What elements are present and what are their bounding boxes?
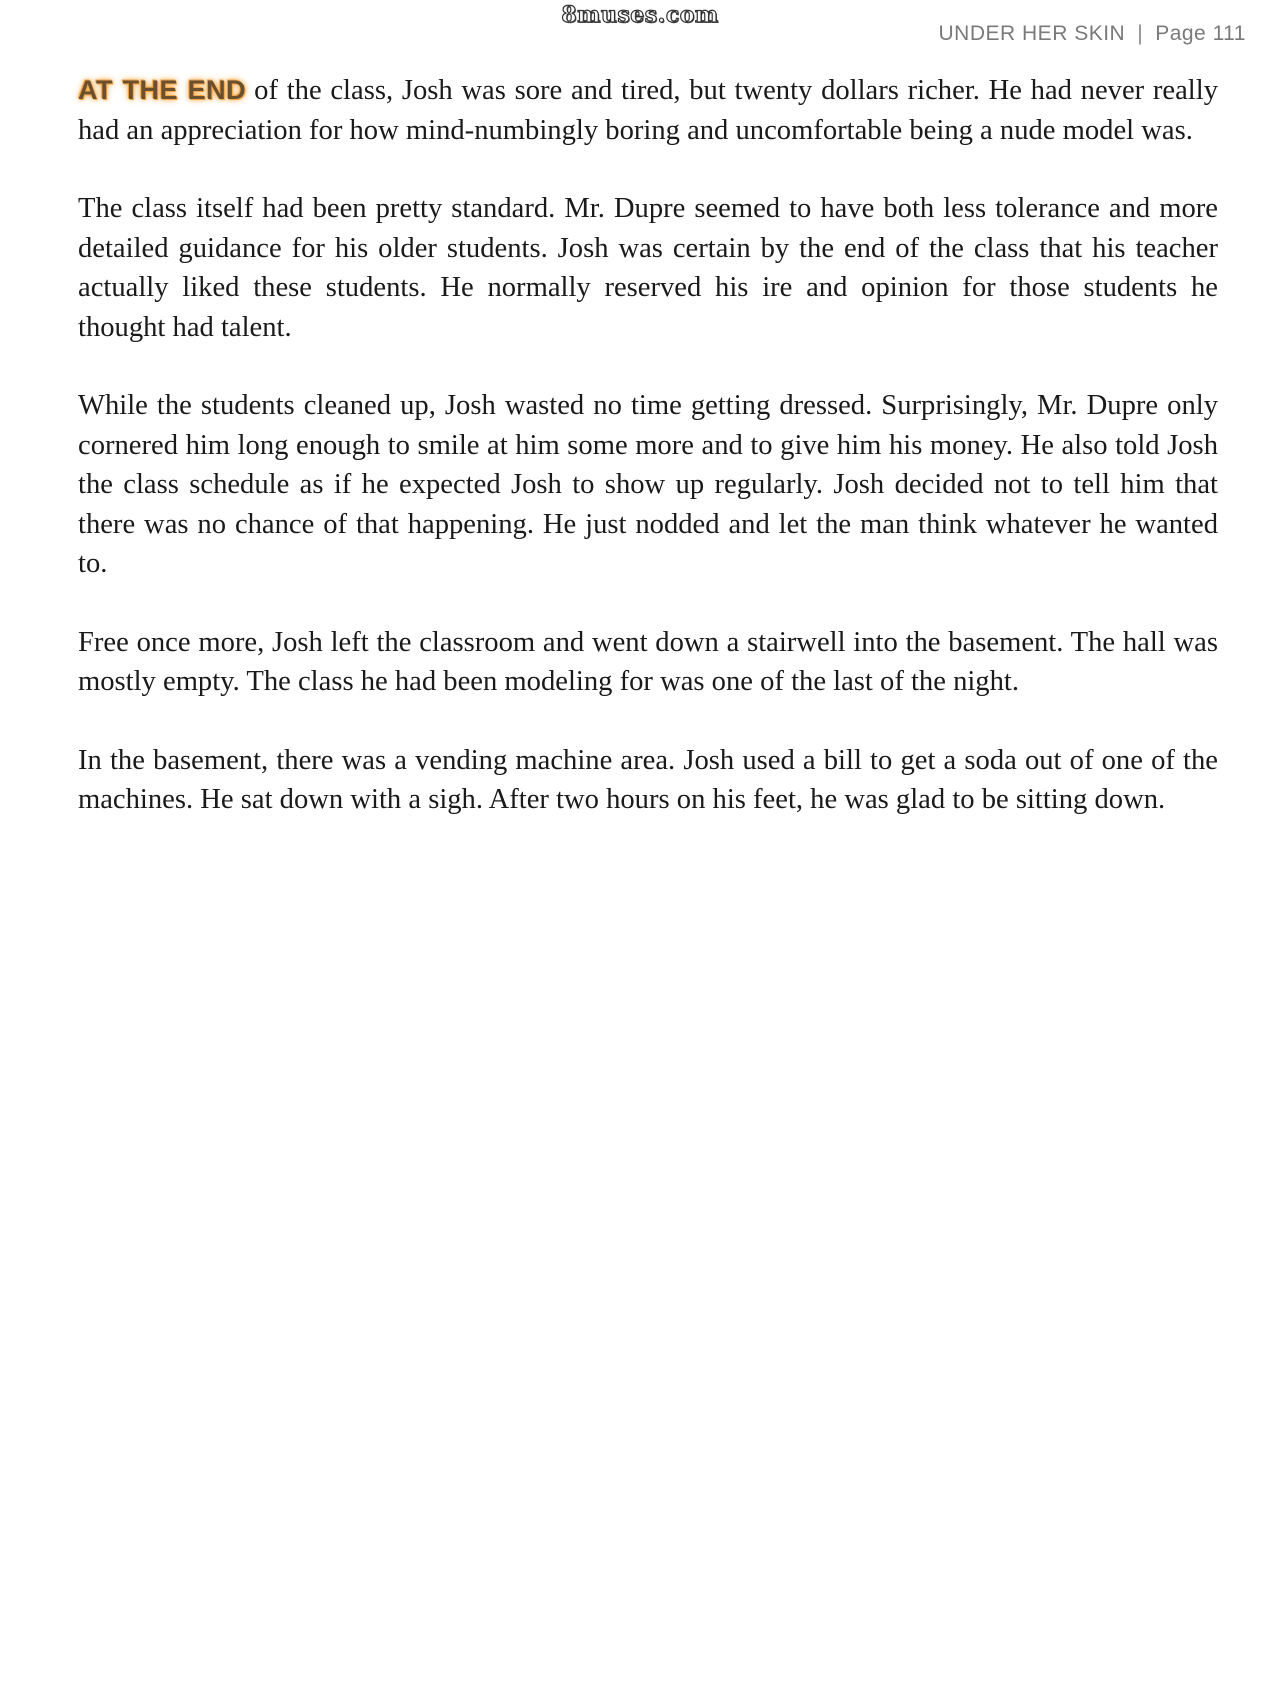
header-separator: | [1137, 22, 1144, 45]
page-number: Page 111 [1155, 22, 1246, 45]
site-watermark: 8muses.com [561, 2, 719, 28]
paragraph-text: In the basement, there was a vending machine area. Josh used a bill to get a soda out of one of the machines. He sat down with a sigh. After two hours on his feet, he was glad to be sitting down. [78, 744, 1218, 815]
running-header [939, 22, 1246, 46]
paragraph [78, 623, 1218, 702]
paragraph-text: Free once more, Josh left the classroom and went down a stairwell into the basement. The hall was mostly empty. The class he had been modeling for was one of the last of the night. [78, 626, 1218, 697]
paragraph-text: The class itself had been pretty standard. Mr. Dupre seemed to have both less tolerance and more detailed guidance for his older students. Josh was certain by the end of the class that his teacher actually liked these students. He normally reserved his ire and opinion for those students he thought had talent. [78, 193, 1218, 343]
paragraph [78, 741, 1218, 820]
body-text [78, 71, 1218, 859]
book-title: UNDER HER SKIN [938, 22, 1126, 45]
paragraph-text: While the students cleaned up, Josh wasted no time getting dressed. Surprisingly, Mr. Dupre only cornered him long enough to smile at him some more and to give him his money. He also told Josh the class schedule as if he expected Josh to show up regularly. Josh decided not to tell him that there was no chance of that happening. He just nodded and let the man think whatever he wanted to. [78, 390, 1218, 579]
paragraph-text: of the class, Josh was sore and tired, but twenty dollars richer. He had never really had an appreciation for how mind-numbingly boring and uncomfortable being a nude model was. [78, 75, 1218, 146]
paragraph [78, 189, 1218, 347]
paragraph [78, 386, 1218, 584]
chapter-lead-in: AT THE END [78, 75, 247, 105]
paragraph [78, 71, 1218, 150]
